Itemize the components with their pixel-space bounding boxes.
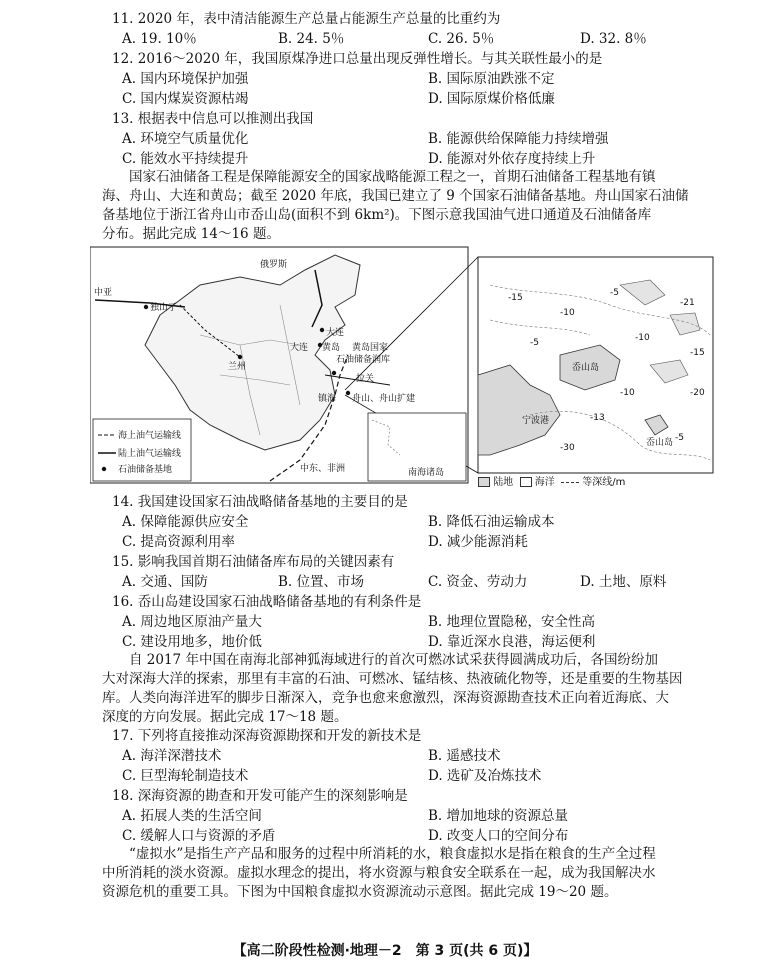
passage-line: “虚拟水”是指生产产品和服务的过程中所消耗的水，粮食虚拟水是指在粮食的生产全过程 <box>129 846 656 862</box>
q14-stem: 14. 我国建设国家石油战略储备基地的主要目的是 <box>112 494 408 510</box>
q12-option-a: A. 国内环境保护加强 <box>122 71 249 87</box>
legend-land-swatch <box>478 477 490 487</box>
q16-option-b: B. 地理位置隐秘，安全性高 <box>428 614 596 630</box>
q16-stem: 16. 岙山岛建设国家石油战略储备基地的有利条件是 <box>112 594 422 610</box>
depth-label: -20 <box>690 388 705 398</box>
inset-label-ningbo: 宁波港 <box>522 416 550 426</box>
q17-option-c: C. 巨型海轮制造技术 <box>122 768 249 784</box>
label-huangdao: 黄岛 <box>322 343 341 353</box>
q15-option-b: B. 位置、市场 <box>278 574 365 590</box>
oil-import-map <box>90 245 715 485</box>
depth-label: -21 <box>680 298 695 308</box>
q12-option-c: C. 国内煤炭资源枯竭 <box>122 91 249 107</box>
depth-label: -15 <box>690 348 705 358</box>
q18-option-d: D. 改变人口的空间分布 <box>428 828 569 844</box>
inset-legend-land: 陆地 <box>493 477 514 488</box>
inset-legend-contour: 等深线/m <box>582 477 626 488</box>
q13-option-d: D. 能源对外依存度持续上升 <box>428 151 596 167</box>
q11-option-c: C. 26. 5％ <box>428 31 495 47</box>
q14-option-b: B. 降低石油运输成本 <box>428 514 555 530</box>
depth-label: -15 <box>508 293 523 303</box>
passage-line: 分布。据此完成 14～16 题。 <box>102 226 280 242</box>
q15-stem: 15. 影响我国首期石油储备库布局的关键因素有 <box>112 554 395 570</box>
q17-option-d: D. 选矿及冶炼技术 <box>428 768 542 784</box>
q13-option-b: B. 能源供给保障能力持续增强 <box>428 131 609 147</box>
legend-base: 石油储备基地 <box>118 465 173 475</box>
q15-option-d: D. 土地、原料 <box>580 574 667 590</box>
q14-option-a: A. 保障能源供应安全 <box>122 514 249 530</box>
q13-option-a: A. 环境空气质量优化 <box>122 131 249 147</box>
depth-label: -10 <box>635 333 650 343</box>
legend-sea-swatch <box>520 477 532 487</box>
label-base2: 石油储备润库 <box>336 355 391 365</box>
passage-oil-reserve <box>102 168 702 244</box>
q17-option-a: A. 海洋深潜技术 <box>122 748 222 764</box>
passage-line: 自 2017 年中国在南海北部神狐海域进行的首次可燃冰试采获得圆满成功后，各国纷纷加 <box>129 652 658 668</box>
q11-stem: 11. 2020 年，表中清洁能源生产总量占能源生产总量的比重约为 <box>112 11 501 27</box>
depth-label: -10 <box>620 388 635 398</box>
depth-label: -13 <box>590 413 605 423</box>
legend-land: 陆上油气运输线 <box>118 449 182 459</box>
label-zhenhai: 镇海 <box>318 394 337 404</box>
label-huangdao-base: 黄岛国家 <box>352 343 389 353</box>
passage-line: 中所消耗的淡水资源。虚拟水理念的提出，将水资源与粮食安全联系在一起，成为我国解决水 <box>102 865 656 881</box>
legend-base-dot <box>102 467 106 471</box>
inset-legend <box>478 474 625 492</box>
q18-option-c: C. 缓解人口与资源的矛盾 <box>122 828 276 844</box>
passage-line: 海、舟山、大连和黄岛；截至 2020 年底，我国已建立了 9 个国家石油储备基地。舟山国家石油储 <box>102 188 689 204</box>
q12-stem: 12. 2016～2020 年，我国原煤净进口总量出现反弹性增长。与其关联性最小的是 <box>112 51 603 67</box>
base-dot-dalian <box>320 328 324 332</box>
label-lanzhou: 兰州 <box>228 362 247 372</box>
label-lanzhou-coast: 拉关 <box>356 374 375 384</box>
q15-option-c: C. 资金、劳动力 <box>428 574 528 590</box>
passage-line: 库。人类向海洋进军的脚步日渐深入，竞争也愈来愈激烈，深海资源勘查技术正向着近海底、大 <box>102 690 669 706</box>
q12-option-d: D. 国际原煤价格低廉 <box>428 91 555 107</box>
q15-option-a: A. 交通、国防 <box>122 574 208 590</box>
passage-virtual-water <box>102 845 702 902</box>
q16-option-c: C. 建设用地多，地价低 <box>122 634 262 650</box>
base-dot-zhenhai <box>332 371 336 375</box>
q11-option-b: B. 24. 5％ <box>278 31 345 47</box>
q14-option-d: D. 减少能源消耗 <box>428 534 528 550</box>
page-footer: 【高二阶段性检测·地理－2 第 3 页(共 6 页)】 <box>232 943 538 959</box>
inset-legend-sea: 海洋 <box>534 477 555 488</box>
base-dot-lanzhou <box>238 355 242 359</box>
q13-stem: 13. 根据表中信息可以推测出我国 <box>112 111 314 127</box>
q18-option-a: A. 拓展人类的生活空间 <box>122 808 262 824</box>
passage-line: 备基地位于浙江省舟山市岙山岛(面积不到 6km²)。下图示意我国油气进口通道及石油储备库 <box>102 207 652 223</box>
depth-label: -5 <box>610 288 619 298</box>
label-middle-east: 中东、非洲 <box>300 464 346 474</box>
q18-option-b: B. 增加地球的资源总量 <box>428 808 569 824</box>
label-zhoushan: 舟山、舟山扩建 <box>352 394 416 404</box>
passage-line: 国家石油储备工程是保障能源安全的国家战略能源工程之一，首期石油储备工程基地有镇 <box>129 169 656 185</box>
depth-label: -10 <box>560 308 575 318</box>
label-dushanzi: 独山子 <box>150 303 178 313</box>
base-dot-zhoushan <box>346 391 350 395</box>
q17-option-b: B. 遥感技术 <box>428 748 501 764</box>
depth-label: -5 <box>530 338 539 348</box>
passage-line: 大对深海大洋的探索，那里有丰富的石油、可燃冰、锰结核、热液硫化物等，还是重要的生物基因 <box>102 671 683 687</box>
base-dot-dushanzi <box>144 305 148 309</box>
inset-label-island: 岙山岛 <box>572 363 600 373</box>
q17-stem: 17. 下列将直接推动深海资源勘探和开发的新技术是 <box>112 728 422 744</box>
inset-label-aoshan: 岙山岛 <box>646 438 674 448</box>
depth-label: -30 <box>560 443 575 453</box>
q11-option-a: A. 19. 10％ <box>122 31 197 47</box>
label-dalian2: 大连 <box>290 343 309 353</box>
q12-option-b: B. 国际原油跌涨不定 <box>428 71 555 87</box>
passage-deep-sea <box>102 651 702 727</box>
label-dalian: 大连 <box>326 328 345 338</box>
q16-option-a: A. 周边地区原油产量大 <box>122 614 262 630</box>
q16-option-d: D. 靠近深水良港，海运便利 <box>428 634 596 650</box>
label-south-sea: 南海诸岛 <box>408 468 445 478</box>
q14-option-c: C. 提高资源利用率 <box>122 534 235 550</box>
passage-line: 资源危机的重要工具。下图为中国粮食虚拟水资源流动示意图。据此完成 19～20 题。 <box>102 884 618 900</box>
label-russia: 俄罗斯 <box>260 260 288 270</box>
q13-option-c: C. 能效水平持续提升 <box>122 151 249 167</box>
label-central-asia: 中亚 <box>94 288 113 298</box>
passage-line: 深度的方向发展。据此完成 17～18 题。 <box>102 709 348 725</box>
q11-option-d: D. 32. 8％ <box>580 31 647 47</box>
legend-contour-swatch <box>561 482 579 483</box>
depth-label: -5 <box>675 433 684 443</box>
legend-sea: 海上油气运输线 <box>118 431 182 441</box>
q18-stem: 18. 深海资源的勘查和开发可能产生的深刻影响是 <box>112 788 408 804</box>
